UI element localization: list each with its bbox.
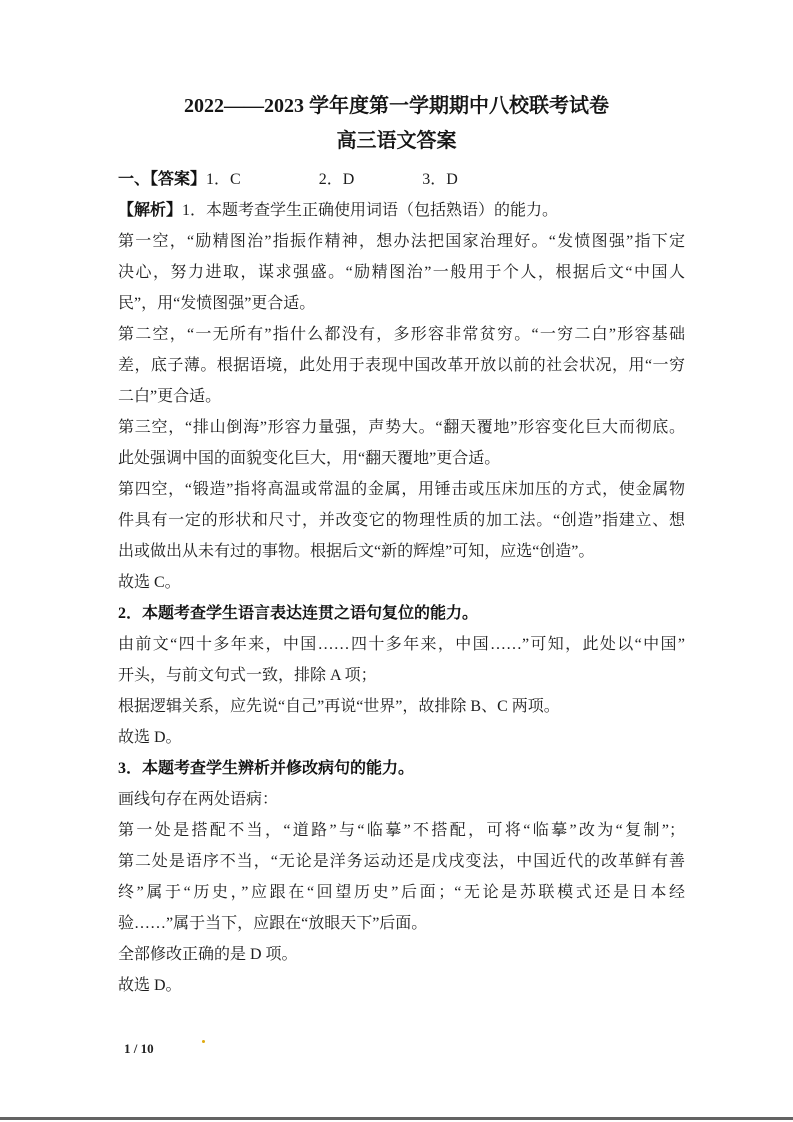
page-number: 1 / 10 [124,1041,154,1056]
text-run: 开头，与前文句式一致，排除 A 项； [118,667,377,684]
body-line [118,474,685,505]
text-run: 第二处是语序不当，“无论是洋务运动还是戊戌变法，中国近代的改革鲜有善 [118,853,685,870]
body-line [118,691,685,722]
text-run: 件具有一定的形状和尺寸，并改变它的物理性质的加工法。“创造”指建立、想 [118,512,685,529]
body-line [118,350,685,381]
body-line [118,629,685,660]
text-run: 故选 D。 [118,729,182,746]
emphasis-text: 3．本题考查学生辨析并修改病句的能力。 [118,760,415,777]
text-run: 第一处是搭配不当，“道路”与“临摹”不搭配，可将“临摹”改为“复制”； [118,822,685,839]
text-run: 第三空，“排山倒海”形容力量强，声势大。“翻天覆地”形容变化巨大而彻底。 [118,419,685,436]
conclusion-line [118,567,685,598]
body-line [118,784,685,815]
text-run: 验……”属于当下，应跟在“放眼天下”后面。 [118,915,428,932]
body-line [118,939,685,970]
conclusion-line [118,970,685,1001]
scan-speck [202,1040,205,1043]
body-line [118,908,685,939]
document-header [113,93,680,154]
body-line [118,815,685,846]
analysis-intro-line [118,195,685,226]
text-run: 故选 D。 [118,977,182,994]
text-run: 差，底子薄。根据语境，此处用于表现中国改革开放以前的社会状况，用“一穷 [118,357,685,374]
text-run: 第二空，“一无所有”指什么都没有，多形容非常贫穷。“一穷二白”形容基础 [118,326,685,343]
emphasis-text: 2．本题考查学生语言表达连贯之语句复位的能力。 [118,605,479,622]
text-run: 终”属于“历史，”应跟在“回望历史”后面；“无论是苏联模式还是日本经 [118,884,685,901]
body-line [118,381,685,412]
text-run: 2．D [318,171,355,188]
text-run: 此处强调中国的面貌变化巨大，用“翻天覆地”更合适。 [118,450,501,467]
emphasis-text: 【解析】 [118,202,183,219]
text-run: 全部修改正确的是 D 项。 [118,946,298,963]
body-line [118,288,685,319]
body-line [118,660,685,691]
body-line [118,226,685,257]
text-run: 由前文“四十多年来，中国……四十多年来，中国……”可知，此处以“中国” [118,636,685,653]
document-subtitle: 高三语文答案 [336,130,457,152]
text-run: 画线句存在两处语病： [118,791,279,808]
body-line [118,257,685,288]
page-bottom-edge [0,1117,793,1120]
text-run: 1．本题考查学生正确使用词语（包括熟语）的能力。 [182,202,559,219]
body-line [118,412,685,443]
text-run: 民”，用“发愤图强”更合适。 [118,295,316,312]
text-run: 根据逻辑关系，应先说“自己”再说“世界”，故排除 B、C 两项。 [118,698,560,715]
body-line [118,536,685,567]
body-line [118,505,685,536]
body-line [118,877,685,908]
body-line [118,846,685,877]
conclusion-line [118,722,685,753]
body-line [118,443,685,474]
answers-line [118,164,685,195]
text-run: 第一空，“励精图治”指振作精神，想办法把国家治理好。“发愤图强”指下定 [118,233,685,250]
text-run: 第四空，“锻造”指将高温或常温的金属，用锤击或压床加压的方式，使金属物 [118,481,685,498]
text-run: 3．D [422,171,458,188]
question-heading-line [118,753,685,784]
question-heading-line [118,598,685,629]
text-run: 1．C [206,171,241,188]
text-run: 决心，努力进取，谋求强盛。“励精图治”一般用于个人，根据后文“中国人 [118,264,685,281]
body-line [118,319,685,350]
text-run: 出或做出从未有过的事物。根据后文“新的辉煌”可知，应选“创造”。 [118,543,595,560]
emphasis-text: 一、【答案】 [118,171,207,188]
document-title: 2022——2023 学年度第一学期期中八校联考试卷 [184,95,609,117]
text-run: 二白”更合适。 [118,388,222,405]
text-run: 故选 C。 [118,574,181,591]
body-text [118,164,685,1001]
